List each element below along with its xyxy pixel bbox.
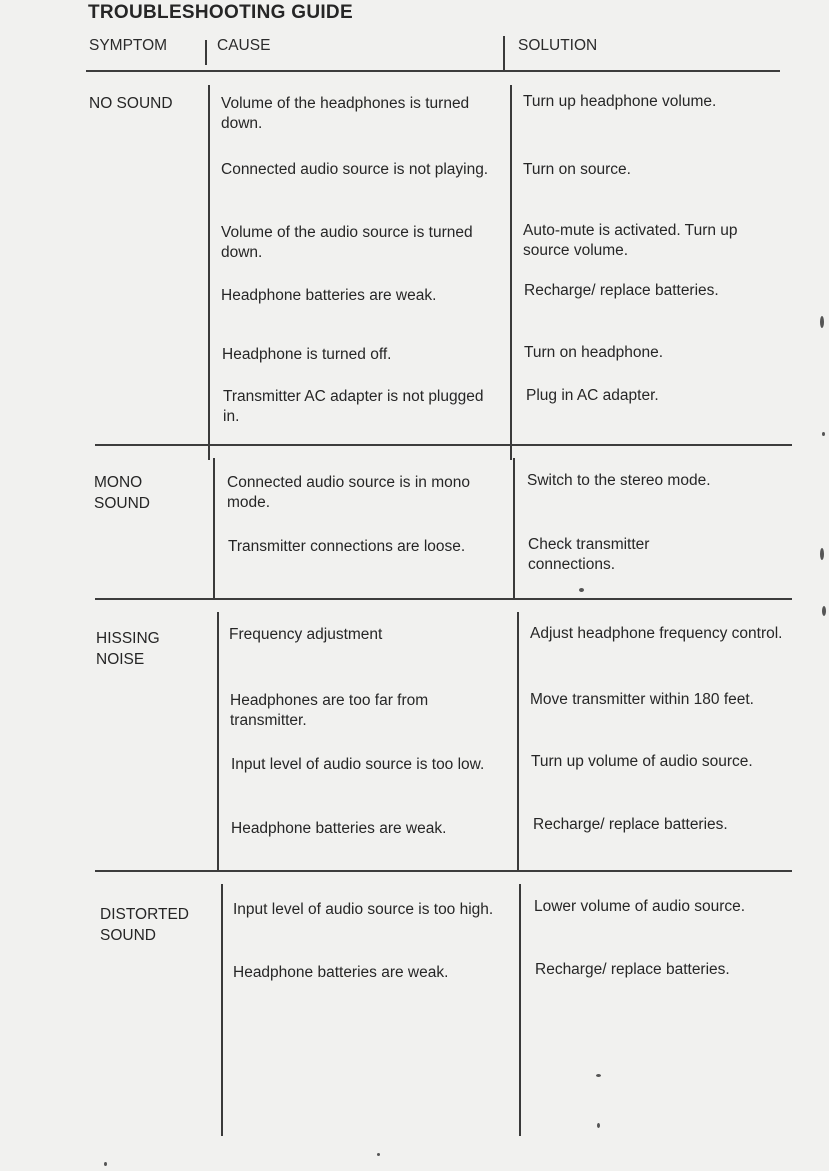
cause-cell: Input level of audio source is too low. bbox=[231, 756, 485, 773]
solution-cell: Turn on headphone. bbox=[524, 344, 664, 361]
cause-cell: Headphones are too far from transmitter. bbox=[230, 692, 429, 729]
solution-cell: Turn on source. bbox=[523, 161, 631, 178]
scan-speck bbox=[822, 432, 825, 436]
cause-cell: Headphone batteries are weak. bbox=[221, 287, 437, 304]
section-rule-2 bbox=[95, 598, 792, 600]
scan-speck bbox=[597, 1123, 600, 1128]
header-rule bbox=[86, 70, 780, 72]
header-divider-1 bbox=[205, 40, 207, 65]
scan-speck bbox=[820, 548, 824, 560]
solution-cell: Recharge/ replace batteries. bbox=[524, 282, 719, 299]
column-divider-symptom-s3 bbox=[217, 612, 219, 870]
header-divider-2 bbox=[503, 36, 505, 72]
scan-speck bbox=[822, 606, 826, 616]
symptom-distorted-sound: DISTORTED SOUND bbox=[100, 906, 189, 944]
column-divider-cause-s1 bbox=[510, 85, 512, 460]
page-title: TROUBLESHOOTING GUIDE bbox=[88, 2, 353, 23]
column-divider-cause-s2 bbox=[513, 458, 515, 598]
scan-speck bbox=[820, 316, 824, 328]
header-cause: CAUSE bbox=[217, 37, 271, 54]
cause-cell: Transmitter connections are loose. bbox=[228, 538, 466, 555]
column-divider-symptom-s1 bbox=[208, 85, 210, 460]
solution-cell: Turn up volume of audio source. bbox=[531, 753, 753, 770]
solution-cell: Check transmitter connections. bbox=[528, 536, 650, 573]
solution-cell: Plug in AC adapter. bbox=[526, 387, 659, 404]
cause-cell: Input level of audio source is too high. bbox=[233, 901, 494, 918]
cause-cell: Volume of the audio source is turned down. bbox=[221, 224, 473, 261]
cause-cell: Connected audio source is not playing. bbox=[221, 161, 489, 178]
solution-cell: Adjust headphone frequency control. bbox=[530, 625, 783, 642]
solution-cell: Recharge/ replace batteries. bbox=[533, 816, 728, 833]
header-symptom: SYMPTOM bbox=[89, 37, 168, 54]
cause-cell: Headphone is turned off. bbox=[222, 346, 392, 363]
solution-cell: Auto-mute is activated. Turn up source volume. bbox=[523, 222, 738, 259]
solution-cell: Turn up headphone volume. bbox=[523, 93, 717, 110]
section-rule-1 bbox=[95, 444, 792, 446]
section-rule-3 bbox=[95, 870, 792, 872]
header-solution: SOLUTION bbox=[518, 37, 598, 54]
cause-cell: Transmitter AC adapter is not plugged in. bbox=[223, 388, 484, 425]
scan-speck bbox=[104, 1162, 107, 1166]
cause-cell: Headphone batteries are weak. bbox=[233, 964, 449, 981]
scan-speck bbox=[596, 1074, 601, 1077]
solution-cell: Switch to the stereo mode. bbox=[527, 472, 711, 489]
column-divider-cause-s4 bbox=[519, 884, 521, 1136]
cause-cell: Volume of the headphones is turned down. bbox=[221, 95, 470, 132]
column-divider-cause-s3 bbox=[517, 612, 519, 870]
cause-cell: Headphone batteries are weak. bbox=[231, 820, 447, 837]
symptom-mono-sound: MONO SOUND bbox=[94, 474, 150, 512]
scan-speck bbox=[377, 1153, 380, 1156]
solution-cell: Recharge/ replace batteries. bbox=[535, 961, 730, 978]
solution-cell: Lower volume of audio source. bbox=[534, 898, 746, 915]
scan-speck bbox=[579, 588, 584, 592]
symptom-hissing-noise: HISSING NOISE bbox=[96, 630, 160, 668]
solution-cell: Move transmitter within 180 feet. bbox=[530, 691, 754, 708]
column-divider-symptom-s2 bbox=[213, 458, 215, 598]
cause-cell: Connected audio source is in mono mode. bbox=[227, 474, 470, 511]
symptom-no-sound: NO SOUND bbox=[89, 95, 173, 112]
cause-cell: Frequency adjustment bbox=[229, 626, 383, 643]
